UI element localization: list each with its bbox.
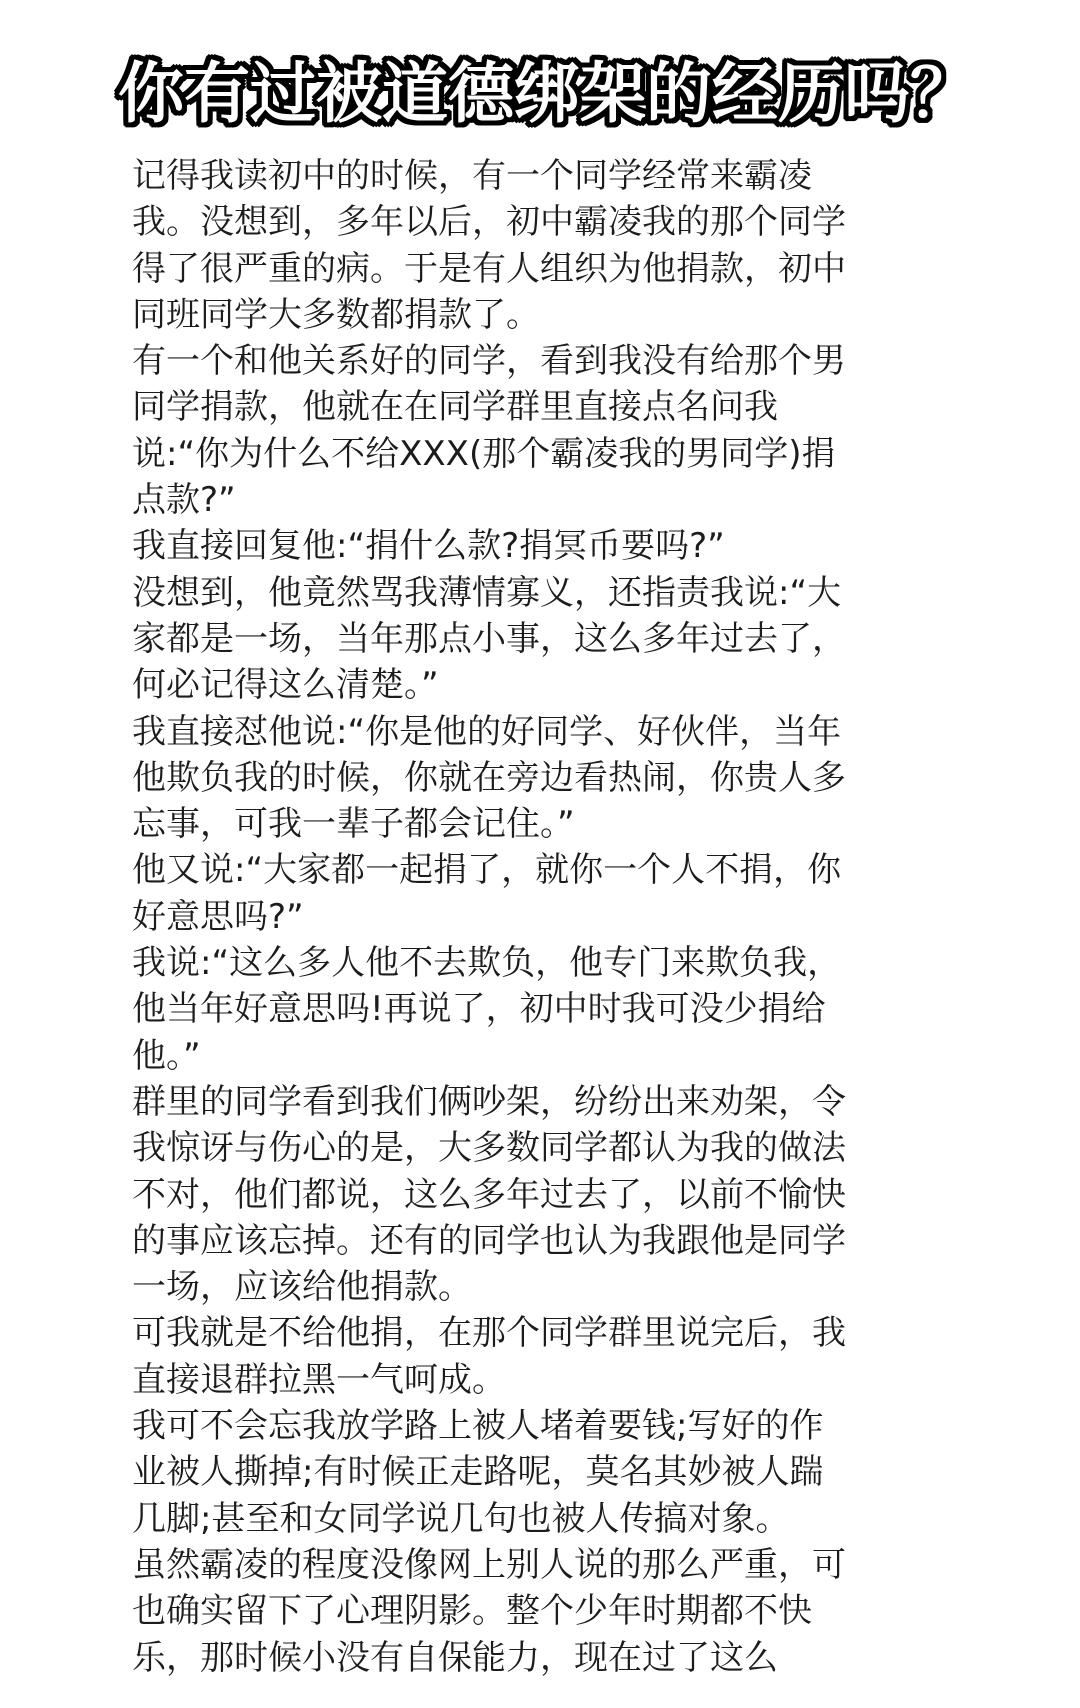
post-title: 你有过被道德绑架的经历吗？ [118, 55, 976, 132]
post-body [132, 153, 846, 1681]
paragraph: 没想到，他竟然骂我薄情寡义，还指责我说:“大家都是一场，当年那点小事，这么多年过去了，何必记得这么清楚。” [132, 572, 846, 706]
paragraph: 我可不会忘我放学路上被人堵着要钱;写好的作业被人撕掉;有时候正走路呢，莫名其妙被人踹几脚;甚至和女同学说几句也被人传搞对象。 [132, 1406, 824, 1539]
paragraph: 群里的同学看到我们俩吵架，纷纷出来劝架，令我惊讶与伤心的是，大多数同学都认为我的做法不对，他们都说，这么多年过去了，以前不愉快的事应该忘掉。还有的同学也认为我跟他是同学一场，应该给他捐款。 [132, 1081, 846, 1308]
paragraph: 他又说:“大家都一起捐了，就你一个人不捐，你好意思吗?” [132, 850, 842, 937]
paragraph: 我直接回复他:“捐什么款?捐冥币要吗?” [132, 526, 725, 567]
paragraph: 记得我读初中的时候，有一个同学经常来霸凌我。没想到，多年以后，初中霸凌我的那个同学得了很严重的病。于是有人组织为他捐款，初中同班同学大多数都捐款了。 [132, 156, 846, 335]
paragraph: 有一个和他关系好的同学，看到我没有给那个男同学捐款，他就在在同学群里直接点名问我说:“你为什么不给XXX(那个霸凌我的男同学)捐点款?” [132, 341, 846, 521]
paragraph: 虽然霸凌的程度没像网上别人说的那么严重，可也确实留下了心理阴影。整个少年时期都不快乐，那时候小没有自保能力，现在过了这么 [132, 1544, 846, 1678]
paragraph: 可我就是不给他捐，在那个同学群里说完后，我直接退群拉黑一气呵成。 [132, 1313, 846, 1400]
paragraph: 我说:“这么多人他不去欺负，他专门来欺负我，他当年好意思吗!再说了，初中时我可没少捐给他。” [132, 943, 842, 1076]
paragraph: 我直接怼他说:“你是他的好同学、好伙伴，当年他欺负我的时候，你就在旁边看热闹，你贵人多忘事，可我一辈子都会记住。” [132, 711, 846, 845]
